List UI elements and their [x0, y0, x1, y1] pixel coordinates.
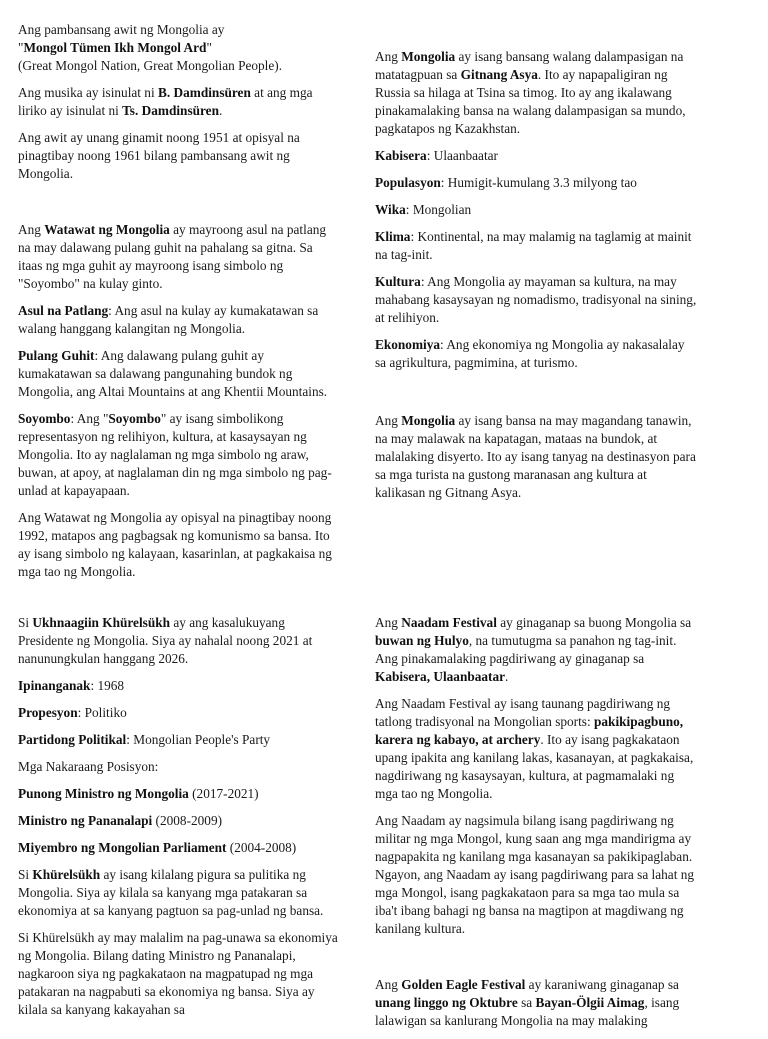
text: Ang musika ay isinulat ni [18, 85, 158, 100]
festival-location: Kabisera, Ulaanbaatar [375, 669, 506, 684]
president-name: Ukhnaagiin Khürelsükh [32, 615, 171, 630]
term: Propesyon [18, 705, 78, 720]
text: : Politiko [77, 705, 127, 720]
text: ay isang kilalang pigura sa pulitika ng Mongolia. Siya ay kilala sa kanyang mga patakaran sa ekonomiya at sa kanyang pagtuon sa pag-unlad ng bansa. [18, 867, 324, 918]
text: ay isang bansa na may magandang tanawin, na may malawak na kapatagan, mataas na bundok, at malalaking disyerto. Ito ay isang tanyag na destinasyon para sa mga turista na gustong maranasan ang kultura at kalikasan ng Gitnang Asya. [375, 413, 696, 500]
text: . [505, 669, 509, 684]
flag-intro [18, 221, 340, 293]
naadam-sports [375, 695, 697, 803]
text: at ang mga liriko ay isinulat ni [18, 85, 313, 118]
text: ay isang bansang walang dalampasigan na matatagpuan sa [375, 49, 684, 82]
flag-adoption: Ang Watawat ng Mongolia ay opisyal na pinagtibay noong 1992, matapos ang pagbagsak ng komunismo sa bansa. Ito ay isang simbolo ng kalayaan, kasarinlan, at pagkakaisa ng mga tao ng Mongolia. [18, 510, 332, 579]
fact-capital [375, 147, 697, 165]
text: ay karaniwang ginaganap sa [525, 977, 679, 992]
president-surname: Khürelsükh [32, 867, 101, 882]
eagle-intro [375, 976, 697, 1030]
fact-economy [375, 336, 697, 372]
travel-section [375, 412, 697, 511]
president-section [18, 614, 340, 1028]
term: Miyembro ng Mongolian Parliament [18, 840, 227, 855]
fact-culture [375, 273, 697, 327]
president-intro [18, 614, 340, 668]
festival-name: Golden Eagle Festival [401, 977, 526, 992]
fact-population [375, 174, 697, 192]
text: , na tumutugma sa panahon ng tag-init. Ang pinakamalaking pagdiriwang ay ginaganap sa [375, 633, 677, 666]
position-item [18, 812, 340, 830]
president-born [18, 677, 340, 695]
text: " ay isang simbolikong representasyon ng relihiyon, kultura, at kasaysayan ng Mongolia. Ito ay naglalaman ng mga simbolo ng araw, buwan, at apoy, at naglalaman din ng mga simbolo ng pag-unlad at kapayapaan. [18, 411, 332, 498]
text: . [218, 103, 223, 118]
festival-date: unang linggo ng Oktubre [375, 995, 518, 1010]
flag-soyombo [18, 410, 340, 500]
text: . Ito ay napapaligiran ng Russia sa hilaga at Tsina sa timog. Ito ay ang ikalawang pinakamalaking bansa na walang dalampasigan sa mundo, pagkatapos ng Kazakhstan. [375, 67, 686, 136]
text: : Humigit-kumulang 3.3 milyong tao [440, 175, 637, 190]
text: Ang pambansang awit ng Mongolia ay [18, 22, 225, 37]
term: Populasyon [375, 175, 441, 190]
text: Si [18, 615, 33, 630]
anthem-history: Ang awit ay unang ginamit noong 1951 at opisyal na pinagtibay noong 1961 bilang pambansang awit ng Mongolia. [18, 130, 300, 181]
travel-paragraph [375, 412, 697, 502]
lyricist-name: Ts. Damdinsüren [122, 103, 219, 118]
term: Soyombo [18, 411, 71, 426]
position-item [18, 839, 340, 857]
text: ay ang kasalukuyang Presidente ng Mongolia. Siya ay nahalal noong 2021 at nanunungkulan hanggang 2026. [18, 615, 313, 666]
text: : Ang dalawang pulang guhit ay kumakatawan sa dalawang pangunahing bundok ng Mongolia, ang Altai Mountains at ang Khentii Mountains. [18, 348, 328, 399]
president-politics [18, 866, 340, 920]
text: Ang [375, 977, 402, 992]
naadam-history: Ang Naadam ay nagsimula bilang isang pagdiriwang ng militar ng mga Mongol, kung saan ang mga mandirigma ay nagpapakita ng kanilang mga kasanayan sa pakikipaglaban. Ngayon, ang Naadam ay isang pagdiriwang para sa lahat ng mga Mongol, isang pagkakataon para sa mga tao mula sa iba't ibang bahagi ng bansa na magtipon at magdiwang ng kanilang kultura. [375, 813, 695, 936]
text: Si [18, 867, 33, 882]
text: (2004-2008) [226, 840, 297, 855]
anthem-authors [18, 84, 340, 120]
term: Asul na Patlang [18, 303, 109, 318]
anthem-section [18, 21, 340, 192]
term: Kultura [375, 274, 421, 289]
text: sa [517, 995, 536, 1010]
term: Klima [375, 229, 411, 244]
composer-name: B. Damdinsüren [157, 85, 251, 100]
flag-section [18, 221, 340, 590]
text: Ang [18, 222, 45, 237]
term: Soyombo [108, 411, 161, 426]
fact-climate [375, 228, 697, 264]
text: : Kontinental, na may malamig na taglamig at mainit na tag-init. [375, 229, 692, 262]
term: Ipinanganak [18, 678, 91, 693]
festival-month: buwan ng Hulyo [375, 633, 469, 648]
term: Ministro ng Pananalapi [18, 813, 153, 828]
text: : 1968 [90, 678, 125, 693]
flag-blue-field [18, 302, 340, 338]
sports-list: pakikipagbuno, karera ng kabayo, at archery [375, 714, 684, 747]
text: : Ang ekonomiya ng Mongolia ay nakasalalay sa agrikultura, pagmimina, at turismo. [375, 337, 685, 370]
term: Partidong Politikal [18, 732, 127, 747]
anthem-intro [18, 21, 340, 75]
text: ay ginaganap sa buong Mongolia sa [496, 615, 692, 630]
president-profession [18, 704, 340, 722]
eagle-section [375, 976, 697, 1039]
position-item [18, 785, 340, 803]
previous-positions-heading: Mga Nakaraang Posisyon: [18, 759, 159, 774]
text: " [18, 40, 24, 55]
text: Ang [375, 615, 402, 630]
text: : Mongolian [405, 202, 472, 217]
text: : Ang asul na kulay ay kumakatawan sa walang hanggang kalangitan ng Mongolia. [18, 303, 319, 336]
text: : Mongolian People's Party [126, 732, 271, 747]
text: : Ulaanbaatar [426, 148, 498, 163]
text: (2017-2021) [188, 786, 259, 801]
term: Wika [375, 202, 406, 217]
flag-red-stripes [18, 347, 340, 401]
naadam-intro [375, 614, 697, 686]
country-name: Mongolia [401, 49, 456, 64]
term: Kabisera [375, 148, 427, 163]
country-intro [375, 48, 697, 138]
text: , isang lalawigan sa kanlurang Mongolia na may malaking [375, 995, 680, 1028]
country-name: Mongolia [401, 413, 456, 428]
text: ay mayroong asul na patlang na may dalawang pulang guhit na pahalang sa gitna. Sa itaas ng mga guhit ay mayroong isang simbolo ng "Soyombo" na kulay ginto. [18, 222, 327, 291]
fact-language [375, 201, 697, 219]
term: Punong Ministro ng Mongolia [18, 786, 189, 801]
festival-location: Bayan-Ölgii Aimag [535, 995, 645, 1010]
anthem-title: Mongol Tümen Ikh Mongol Ard [23, 40, 207, 55]
term: Pulang Guhit [18, 348, 95, 363]
president-party [18, 731, 340, 749]
flag-name: Watawat ng Mongolia [44, 222, 170, 237]
festival-name: Naadam Festival [401, 615, 497, 630]
text: Ang Naadam Festival ay isang taunang pagdiriwang ng tatlong tradisyonal na Mongolian sports: [375, 696, 671, 729]
text: (2008-2009) [152, 813, 223, 828]
text: : Ang " [70, 411, 109, 426]
text: " [206, 40, 212, 55]
term: Ekonomiya [375, 337, 441, 352]
region-name: Gitnang Asya [460, 67, 538, 82]
president-economy: Si Khürelsükh ay may malalim na pag-unawa sa ekonomiya ng Mongolia. Bilang dating Ministro ng Pananalapi, nagkaroon siya ng pagkakataon na magpatupad ng mga patakaran na nagpabuti sa ekonomiya ng bansa. Siya ay kilala sa kanyang kakayahan sa [18, 930, 338, 1017]
text: Ang [375, 413, 402, 428]
text: . Ito ay isang pagkakataon upang ipakita ang kanilang lakas, kasanayan, at pagkakaisa, nagdiriwang ng kasaysayan, kultura, at pagmamalaki ng mga tao ng Mongolia. [375, 732, 694, 801]
text: Ang [375, 49, 402, 64]
text: : Ang Mongolia ay mayaman sa kultura, na may mahabang kasaysayan ng nomadismo, tradisyonal na sining, at relihiyon. [375, 274, 697, 325]
country-section [375, 48, 697, 381]
text: (Great Mongol Nation, Great Mongolian People). [18, 58, 283, 73]
naadam-section [375, 614, 697, 947]
